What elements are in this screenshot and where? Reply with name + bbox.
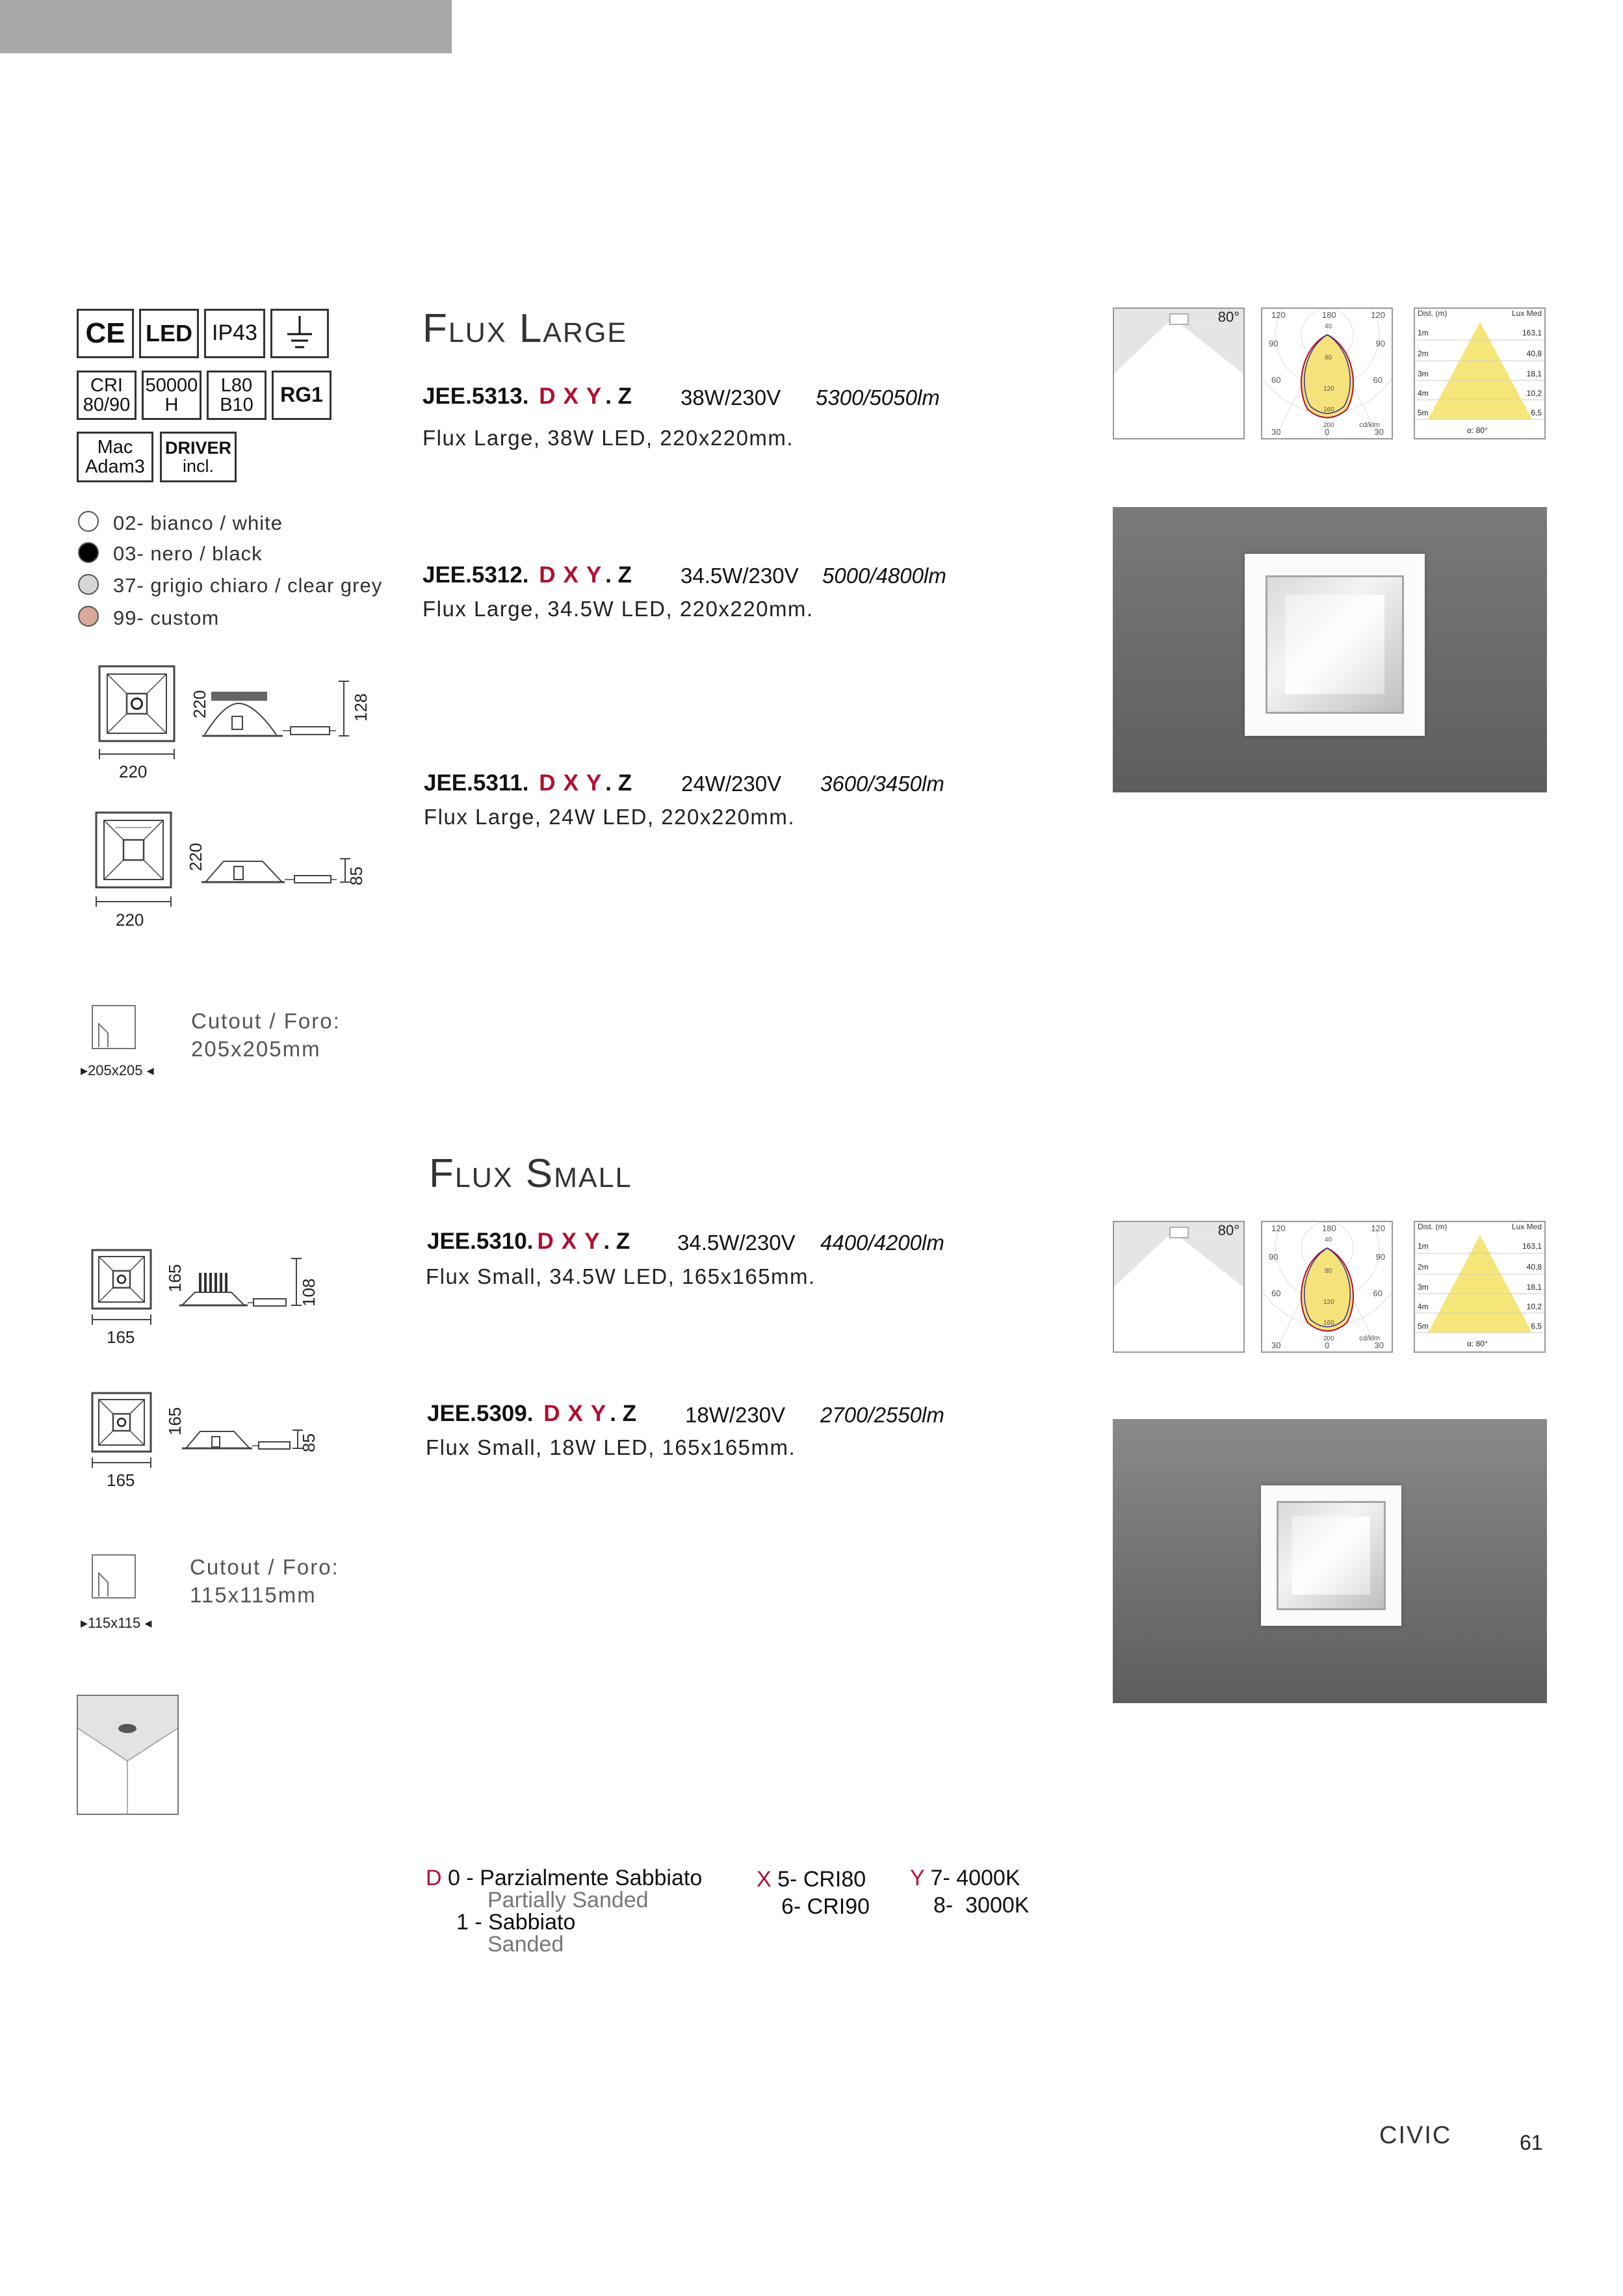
product-description: Flux Large, 34.5W LED, 220x220mm. [422,597,814,621]
beam-angle-diagram: 80° [1113,1221,1245,1353]
dimension-width: 220 [119,762,148,781]
product-lumen: 5000/4800lm [822,564,946,588]
dimension-width: 165 [107,1470,135,1490]
color-label: 99- custom [113,607,220,629]
polar-diagram: 120 180 120 90 90 60 60 40 80 120 160 200 30 0 30 cd/klm [1261,1221,1393,1353]
page-number: 61 [1520,2131,1543,2154]
dimension-height: 108 [299,1278,318,1307]
dimension-side: 165 [165,1407,185,1435]
product-spec: 34.5W/230V [681,564,799,588]
option-d-1: 1 - Sabbiato [456,1910,576,1935]
product-code: JEE.5313. D X Y . Z [422,384,632,409]
option-x-1: 6- CRI90 [781,1894,870,1919]
section-title: Flux [1474,7,1552,48]
product-spec: 18W/230V [685,1403,786,1427]
brand-logo: CIVIC [1379,2122,1452,2149]
product-spec: 24W/230V [681,772,782,796]
macadam-badge: Mac Adam3 [77,432,153,482]
dimension-width: 165 [107,1327,135,1347]
product-code: JEE.5311. D X Y . Z [424,770,632,796]
product-lumen: 2700/2550lm [820,1403,944,1427]
option-y-0: Y 7- 4000K [910,1866,1020,1890]
cutout-dimension: ▸115x115 ◂ [81,1615,152,1631]
section-header [0,0,1552,53]
option-d-0-sub: Partially Sanded [487,1888,649,1912]
product-lumen: 4400/4200lm [820,1231,944,1255]
product-code: JEE.5312. D X Y . Z [422,562,632,588]
dimension-side: 220 [186,842,205,871]
product-code: JEE.5310. D X Y . Z [427,1229,630,1254]
option-d-0: D 0 - Parzialmente Sabbiato [426,1866,703,1890]
driver-badge: DRIVER incl. [160,432,237,482]
dimension-width: 220 [116,910,144,930]
product-description: Flux Large, 38W LED, 220x220mm. [422,426,794,450]
cutout-icon [91,1554,136,1602]
l80-badge: L80 B10 [207,371,266,420]
lux-table-diagram: Dist. (m) Lux Med 1m 163,1 2m 40,8 3m 18,1 4m 10,2 5m 6,5 α: 80° [1414,307,1546,439]
color-swatch-black [78,542,99,563]
product-description: Flux Large, 24W LED, 220x220mm. [424,805,796,829]
lifetime-badge: 50000 H [142,371,201,420]
ground-icon [270,309,329,358]
color-swatch-white [78,511,99,532]
product-spec: 34.5W/230V [677,1231,796,1255]
dimension-height: 85 [346,867,366,885]
dimension-height: 85 [299,1433,318,1452]
product-code: JEE.5309. D X Y . Z [427,1401,637,1426]
product-photo-large [1113,507,1547,792]
cutout-label: Cutout / Foro: 115x115mm [190,1555,339,1607]
option-d-1-sub: Sanded [487,1932,564,1957]
dimension-side: 165 [165,1264,185,1292]
product-description: Flux Small, 18W LED, 165x165mm. [426,1435,796,1459]
color-label: 03- nero / black [113,542,263,565]
beam-angle-diagram: 80° [1113,307,1245,439]
color-swatch-custom [78,606,99,627]
product-lumen: 3600/3450lm [820,772,944,796]
cutout-label: Cutout / Foro: 205x205mm [191,1009,341,1061]
option-y-1: 8- 3000K [933,1893,1030,1918]
dimension-height: 128 [351,693,370,722]
product-description: Flux Small, 34.5W LED, 165x165mm. [426,1264,816,1288]
ip-rating-badge: IP43 [204,309,265,358]
installation-diagram [77,1695,179,1815]
cutout-icon [91,1004,136,1053]
lux-table-diagram: Dist. (m) Lux Med 1m 163,1 2m 40,8 3m 18,1 4m 10,2 5m 6,5 α: 80° [1414,1221,1546,1353]
color-label: 37- grigio chiaro / clear grey [113,574,383,597]
flux-small-title: Flux Small [429,1151,632,1196]
led-badge: LED [139,309,199,358]
color-swatch-grey [78,574,99,595]
dimension-side: 220 [190,690,209,718]
cri-badge: CRI 80/90 [77,371,136,420]
flux-large-title: Flux Large [422,306,628,351]
color-label: 02- bianco / white [113,512,283,534]
product-spec: 38W/230V [681,385,781,410]
product-photo-small [1113,1419,1547,1703]
cutout-dimension: ▸205x205 ◂ [81,1062,154,1078]
option-x-0: X 5- CRI80 [757,1867,866,1892]
ce-mark-icon: CE [77,309,134,358]
polar-diagram: 120 180 120 90 90 60 60 40 80 120 160 200 30 0 30 cd/klm [1261,307,1393,439]
rg1-badge: RG1 [272,371,331,420]
product-lumen: 5300/5050lm [816,385,940,410]
